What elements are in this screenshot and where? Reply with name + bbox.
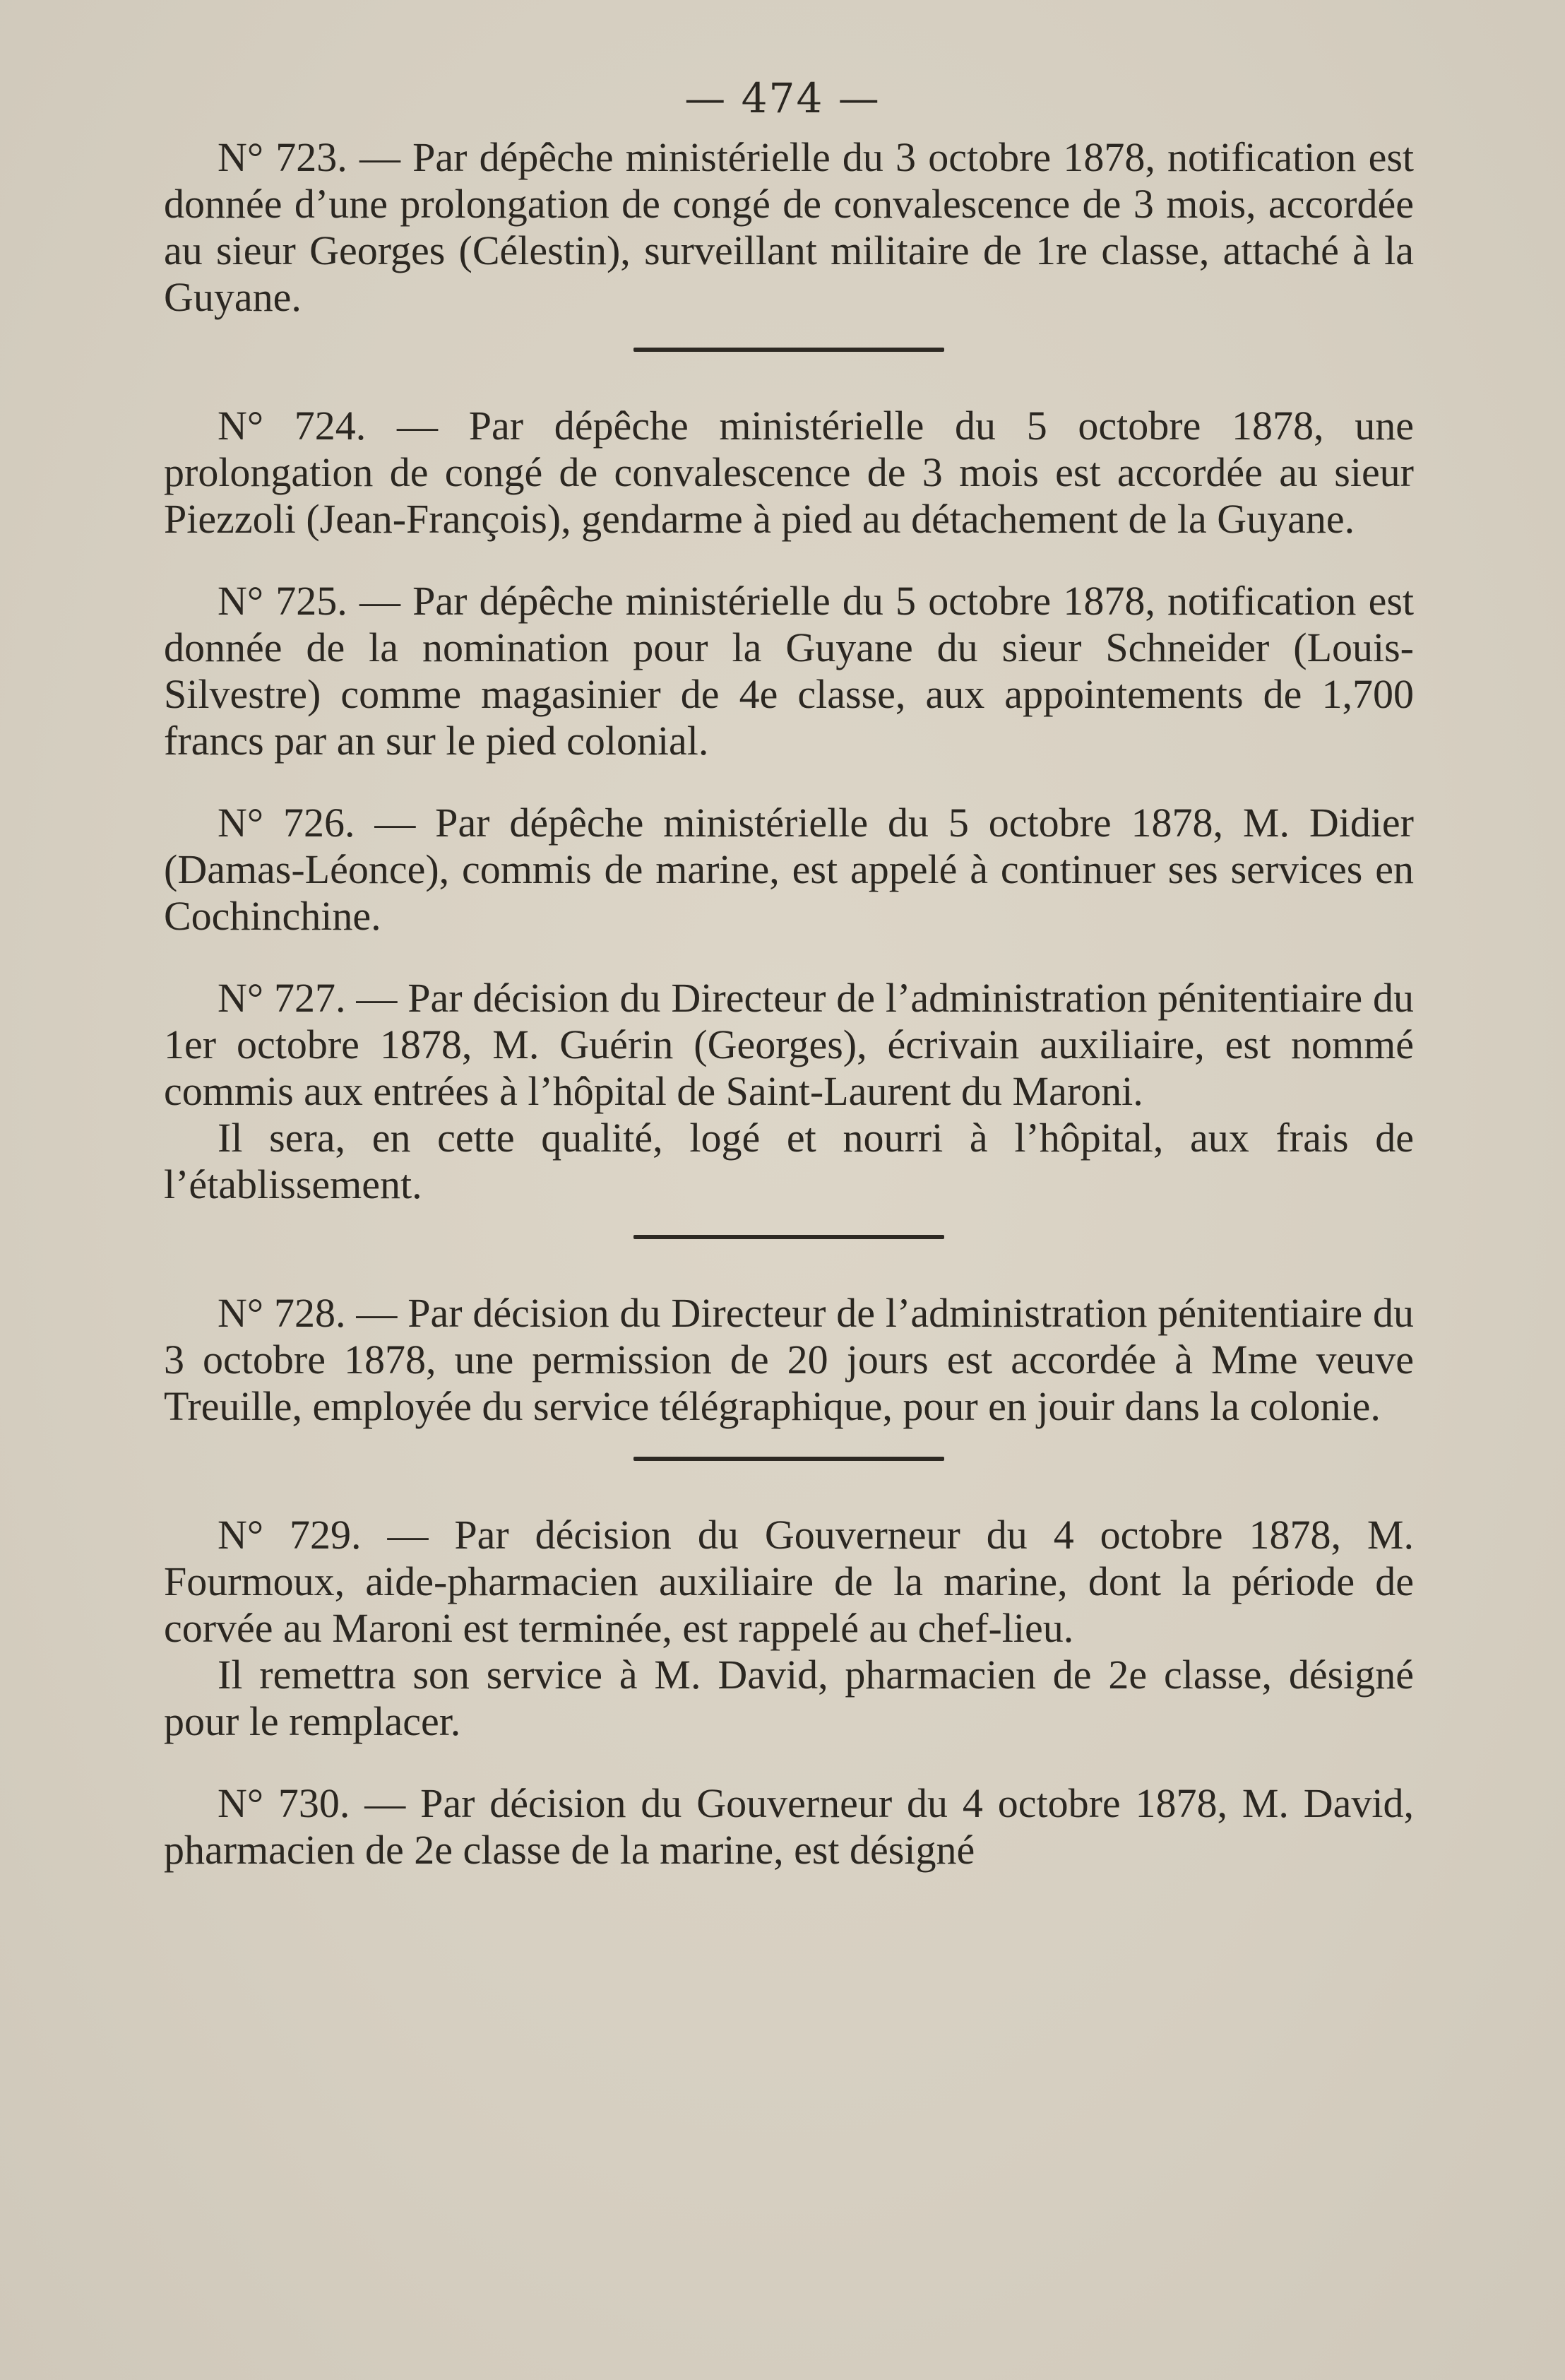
entry-726: N° 726. — Par dépêche ministérielle du 5 octobre 1878, M. Didier (Damas-Léonce), commis de marine, est appelé à continuer ses services en Cochinchine. <box>164 800 1414 939</box>
entry-729-note: Il remettra son service à M. David, pharmacien de 2e classe, désigné pour le remplacer. <box>164 1652 1414 1744</box>
entry-723: N° 723. — Par dépêche ministérielle du 3 octobre 1878, notification est donnée d’une prolongation de congé de convalescence de 3 mois, accordée au sieur Georges (Célestin), surveillant militaire de 1re classe, attaché à la Guyane. <box>164 134 1414 320</box>
separator-rule <box>633 1457 944 1461</box>
entry-724: N° 724. — Par dépêche ministérielle du 5 octobre 1878, une prolongation de congé de convalescence de 3 mois est accordée au sieur Piezzoli (Jean-François), gendarme à pied au détachement de la Guyane. <box>164 403 1414 542</box>
separator-rule <box>633 348 944 352</box>
entry-730: N° 730. — Par décision du Gouverneur du 4 octobre 1878, M. David, pharmacien de 2e classe de la marine, est désigné <box>164 1780 1414 1873</box>
separator-rule <box>633 1235 944 1239</box>
page-body <box>164 134 1414 1873</box>
page-number: — 474 — <box>684 74 881 122</box>
entry-727-note: Il sera, en cette qualité, logé et nourri à l’hôpital, aux frais de l’établissement. <box>164 1115 1414 1207</box>
entry-725: N° 725. — Par dépêche ministérielle du 5 octobre 1878, notification est donnée de la nomination pour la Guyane du sieur Schneider (Louis-Silvestre) comme magasinier de 4e classe, aux appointements de 1,700 francs par an sur le pied colonial. <box>164 578 1414 764</box>
entry-727: N° 727. — Par décision du Directeur de l’administration pénitentiaire du 1er octobre 1878, M. Guérin (Georges), écrivain auxiliaire, est nommé commis aux entrées à l’hôpital de Saint-Laurent du Maroni. <box>164 975 1414 1114</box>
entry-729: N° 729. — Par décision du Gouverneur du 4 octobre 1878, M. Fourmoux, aide-pharmacien auxiliaire de la marine, dont la période de corvée au Maroni est terminée, est rappelé au chef-lieu. <box>164 1512 1414 1651</box>
entry-728: N° 728. — Par décision du Directeur de l’administration pénitentiaire du 3 octobre 1878, une permission de 20 jours est accordée à Mme veuve Treuille, employée du service télégraphique, pour en jouir dans la colonie. <box>164 1290 1414 1429</box>
